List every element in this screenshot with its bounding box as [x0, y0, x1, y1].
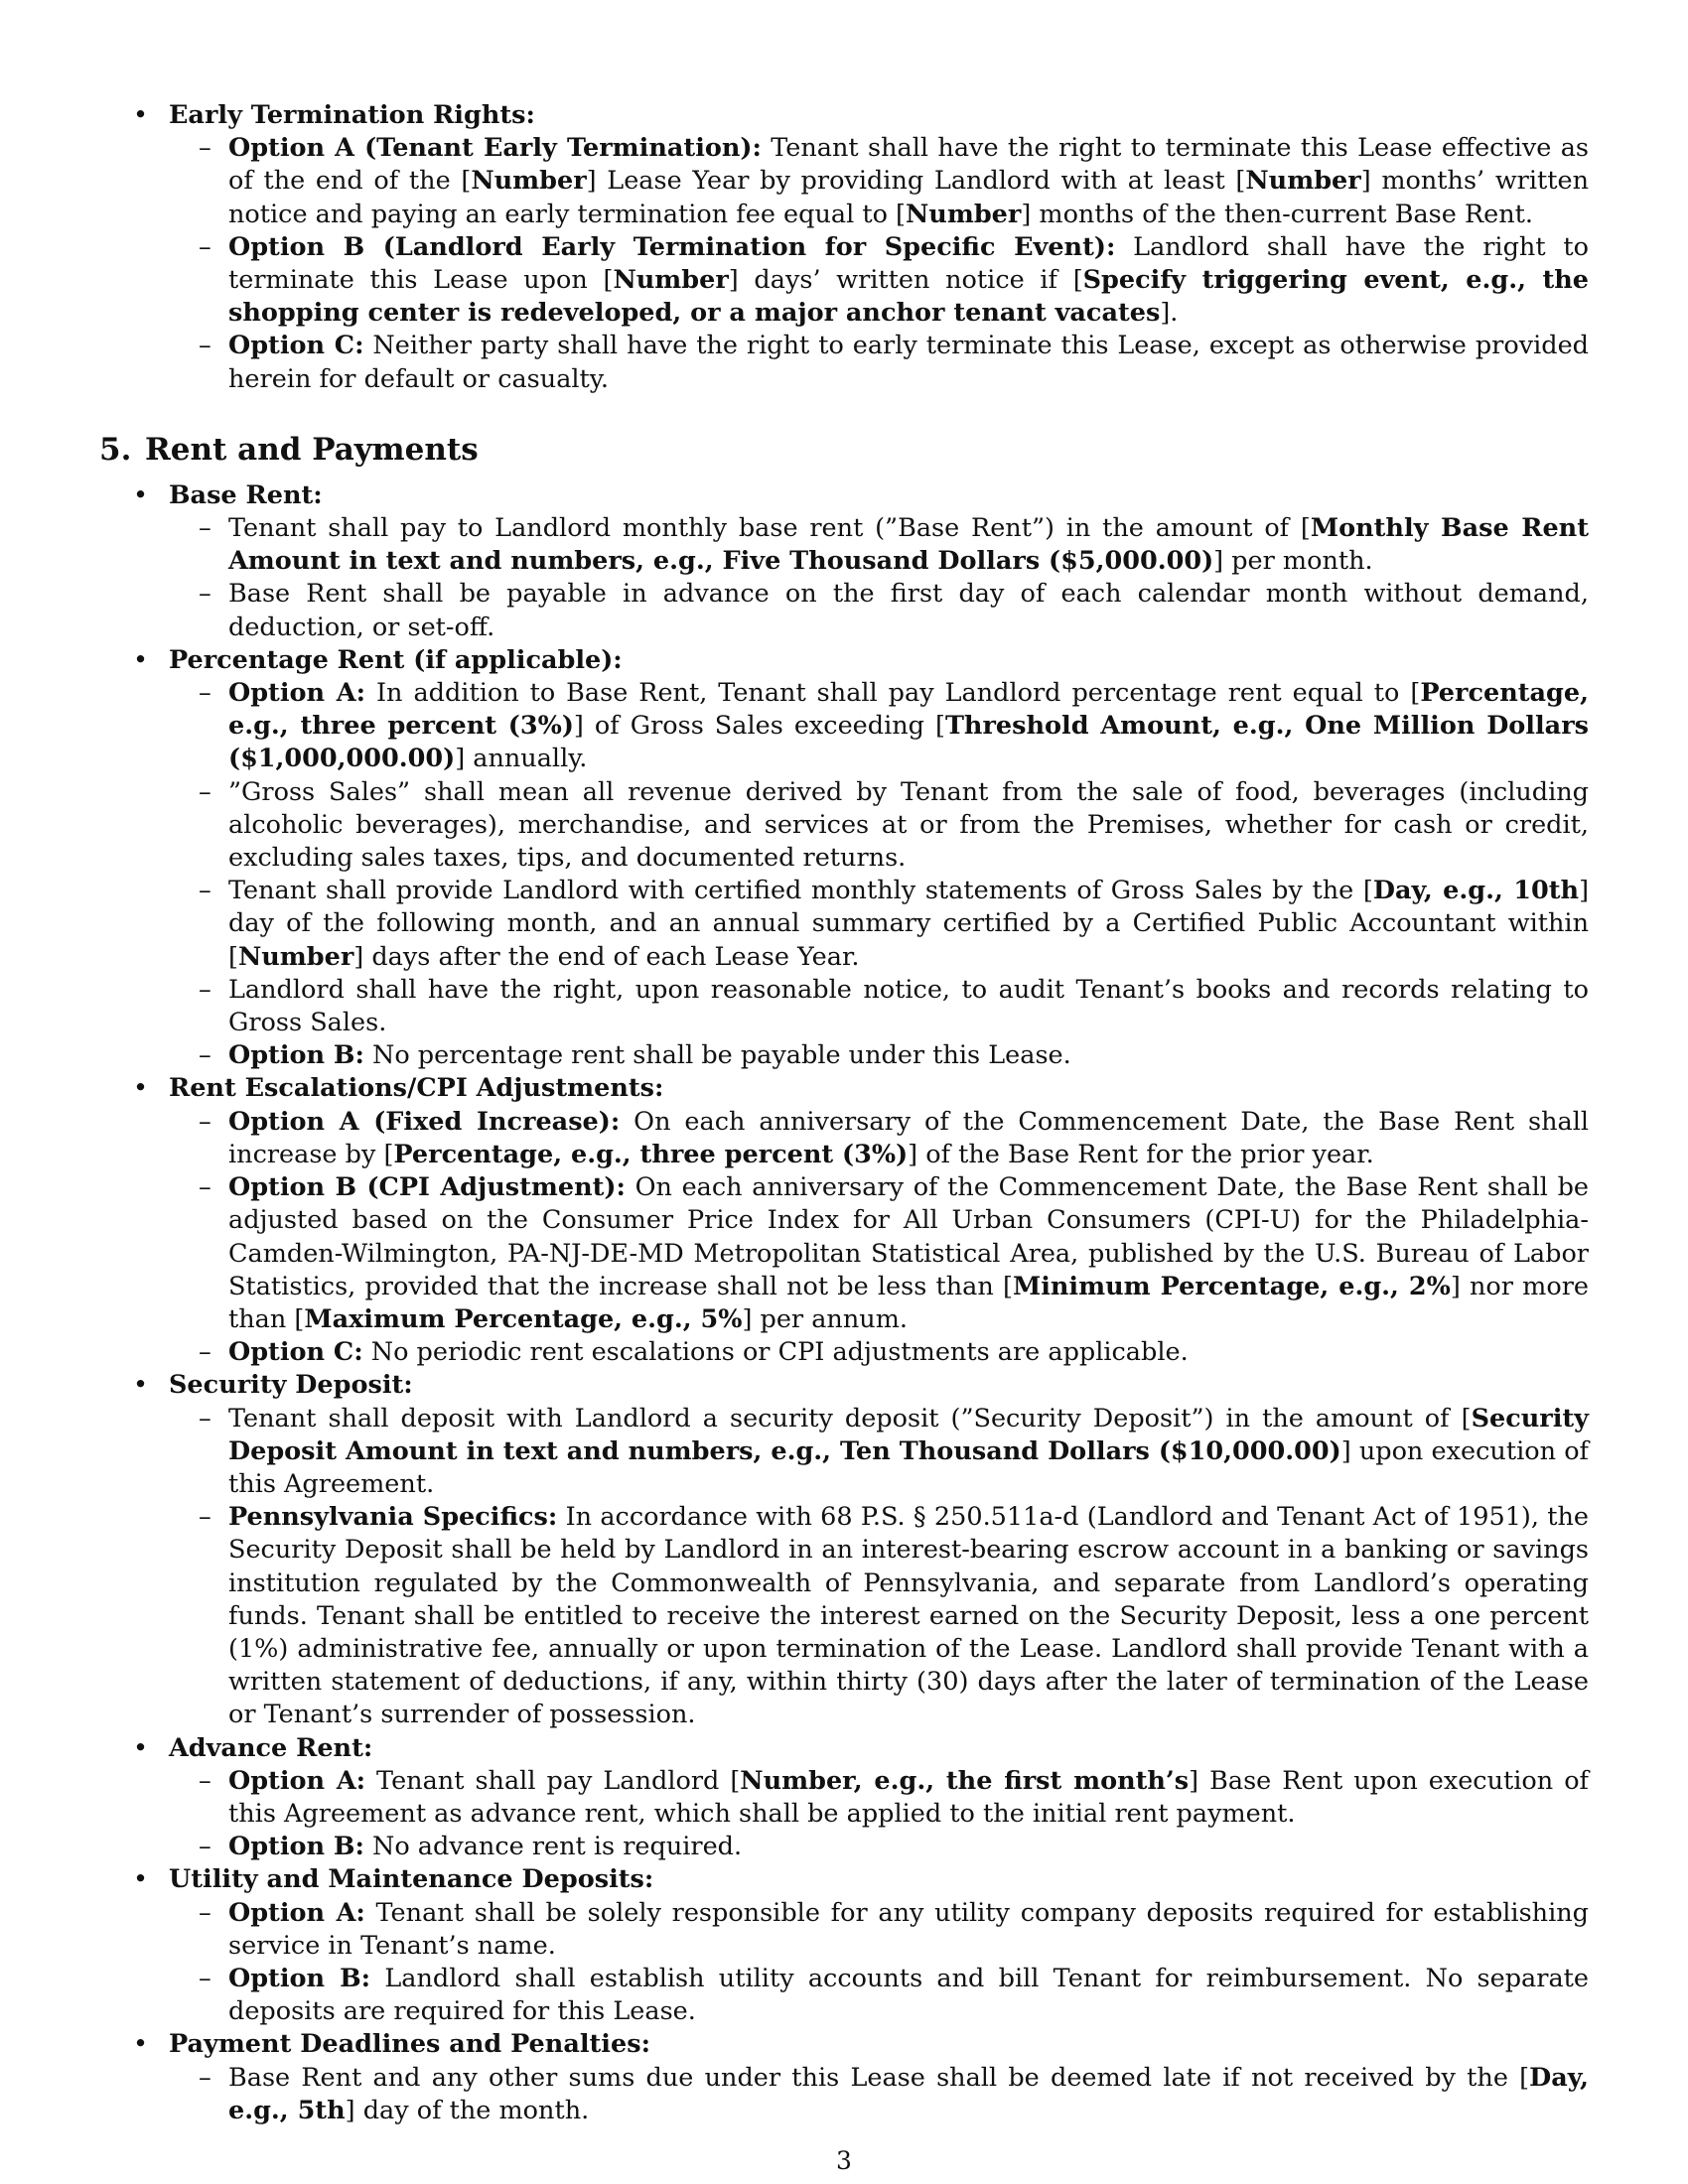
- early-termination-item: [99, 99, 1589, 396]
- utility-option-b: – Option B: Landlord shall establish utility accounts and bill Tenant for reimbursement. No separate deposits are required for this Lease.: [169, 1963, 1589, 2028]
- advance-rent-heading: Advance Rent:: [169, 1732, 373, 1763]
- base-rent-heading: Base Rent:: [169, 479, 323, 510]
- rent-escalations-heading: Rent Escalations/CPI Adjustments:: [169, 1073, 664, 1104]
- percentage-rent-subitems: [169, 677, 1589, 1072]
- utility-deposits-heading: Utility and Maintenance Deposits:: [169, 1864, 654, 1895]
- security-deposit-item: [99, 1369, 1589, 1731]
- early-termination-option-c: – Option C: Neither party shall have the right to early terminate this Lease, except as otherwise provided herein for default or casualty.: [169, 330, 1589, 395]
- utility-option-a: – Option A: Tenant shall be solely responsible for any utility company deposits required for establishing service in Tenant’s name.: [169, 1897, 1589, 1963]
- percentage-rent-heading: Percentage Rent (if applicable):: [169, 644, 623, 675]
- base-rent-payable: – Base Rent shall be payable in advance on the first day of each calendar month without demand, deduction, or set-off.: [169, 578, 1589, 643]
- early-termination-option-a: – Option A (Tenant Early Termination): Tenant shall have the right to terminate this Lease effective as of the end of the [Number] Lease Year by providing Landlord with at least [Number] months’ written notice and paying an early termination fee equal to [Number] months of the then-current Base Rent.: [169, 132, 1589, 231]
- early-termination-list: [99, 99, 1589, 396]
- rent-escalations-item: [99, 1072, 1589, 1369]
- rent-escalations-subitems: [169, 1106, 1589, 1370]
- utility-deposits-item: [99, 1863, 1589, 2028]
- section-heading-rent-and-payments: [99, 430, 1589, 470]
- rent-and-payments-list: [99, 479, 1589, 2127]
- pennsylvania-specifics: – Pennsylvania Specifics: In accordance with 68 P.S. § 250.511a-d (Landlord and Tenant Act of 1951), the Security Deposit shall be held by Landlord in an interest-bearing escrow account in a banking or savings institution regulated by the Commonwealth of Pennsylvania, and separate from Landlord’s operating funds. Tenant shall be entitled to receive the interest earned on the Security Deposit, less a one percent (1%) administrative fee, annually or upon termination of the Lease. Landlord shall provide Tenant with a written statement of deductions, if any, within thirty (30) days after the later of termination of the Lease or Tenant’s surrender of possession.: [169, 1501, 1589, 1731]
- percentage-rent-option-b: – Option B: No percentage rent shall be payable under this Lease.: [169, 1039, 1589, 1072]
- page-number: 3: [836, 2146, 852, 2175]
- document-page: [99, 99, 1589, 2164]
- gross-sales-statements: – Tenant shall provide Landlord with certified monthly statements of Gross Sales by the [Day, e.g., 10th] day of the following month, and an annual summary certified by a Certified Public Accountant within [Number] days after the end of each Lease Year.: [169, 875, 1589, 974]
- percentage-rent-option-a: – Option A: In addition to Base Rent, Tenant shall pay Landlord percentage rent equal to [Percentage, e.g., three percent (3%)] of Gross Sales exceeding [Threshold Amount, e.g., One Million Dollars ($1,000,000.00)] annually.: [169, 677, 1589, 776]
- early-termination-heading: Early Termination Rights:: [169, 100, 535, 130]
- advance-rent-option-b: – Option B: No advance rent is required.: [169, 1831, 1589, 1863]
- advance-rent-item: [99, 1732, 1589, 1864]
- escalation-option-c: – Option C: No periodic rent escalations or CPI adjustments are applicable.: [169, 1336, 1589, 1369]
- payment-deadlines-subitems: [169, 2062, 1589, 2127]
- section-title: Rent and Payments: [145, 431, 479, 468]
- payment-deadlines-heading: Payment Deadlines and Penalties:: [169, 2029, 650, 2060]
- audit-right: – Landlord shall have the right, upon reasonable notice, to audit Tenant’s books and records relating to Gross Sales.: [169, 974, 1589, 1039]
- early-termination-option-b: – Option B (Landlord Early Termination for Specific Event): Landlord shall have the right to terminate this Lease upon [Number] days’ written notice if [Specify triggering event, e.g., the shopping center is redeveloped, or a major anchor tenant vacates].: [169, 231, 1589, 331]
- advance-rent-option-a: – Option A: Tenant shall pay Landlord [Number, e.g., the first month’s] Base Rent upon execution of this Agreement as advance rent, which shall be applied to the initial rent payment.: [169, 1765, 1589, 1831]
- advance-rent-subitems: [169, 1765, 1589, 1864]
- security-deposit-amount: – Tenant shall deposit with Landlord a security deposit (”Security Deposit”) in the amount of [Security Deposit Amount in text and numbers, e.g., Ten Thousand Dollars ($10,000.00)] upon execution of this Agreement.: [169, 1403, 1589, 1502]
- section-number: 5.: [99, 431, 132, 468]
- late-payment-deadline: – Base Rent and any other sums due under this Lease shall be deemed late if not received by the [Day, e.g., 5th] day of the month.: [169, 2062, 1589, 2127]
- payment-deadlines-item: [99, 2028, 1589, 2127]
- security-deposit-subitems: [169, 1403, 1589, 1732]
- base-rent-item: [99, 479, 1589, 644]
- gross-sales-definition: – ”Gross Sales” shall mean all revenue derived by Tenant from the sale of food, beverages (including alcoholic beverages), merchandise, and services at or from the Premises, whether for cash or credit, excluding sales taxes, tips, and documented returns.: [169, 776, 1589, 876]
- security-deposit-heading: Security Deposit:: [169, 1370, 413, 1401]
- escalation-option-b: – Option B (CPI Adjustment): On each anniversary of the Commencement Date, the Base Rent shall be adjusted based on the Consumer Price Index for All Urban Consumers (CPI-U) for the Philadelphia-Camden-Wilmington, PA-NJ-DE-MD Metropolitan Statistical Area, published by the U.S. Bureau of Labor Statistics, provided that the increase shall not be less than [Minimum Percentage, e.g., 2%] nor more than [Maximum Percentage, e.g., 5%] per annum.: [169, 1171, 1589, 1336]
- percentage-rent-item: [99, 644, 1589, 1073]
- base-rent-subitems: [169, 512, 1589, 644]
- escalation-option-a: – Option A (Fixed Increase): On each anniversary of the Commencement Date, the Base Rent shall increase by [Percentage, e.g., three percent (3%)] of the Base Rent for the prior year.: [169, 1106, 1589, 1171]
- early-termination-options: [169, 132, 1589, 396]
- utility-deposits-subitems: [169, 1897, 1589, 2029]
- base-rent-amount: – Tenant shall pay to Landlord monthly base rent (”Base Rent”) in the amount of [Monthly Base Rent Amount in text and numbers, e.g., Five Thousand Dollars ($5,000.00)] per month.: [169, 512, 1589, 578]
